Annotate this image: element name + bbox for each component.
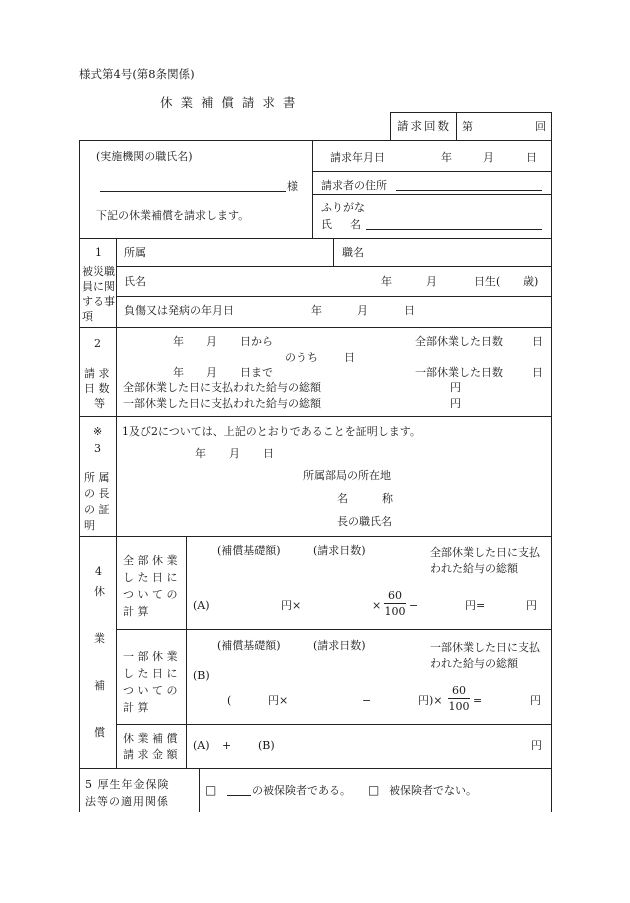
table-left-border <box>79 140 80 812</box>
total-yen: 円 <box>531 739 542 752</box>
of-which: のうち <box>285 351 318 364</box>
claim-date-month: 月 <box>483 151 494 164</box>
dept-name-label-1: 名 <box>337 492 348 505</box>
full-fraction: 60 100 <box>384 589 406 618</box>
employee-name-label: 氏名 <box>124 275 146 288</box>
insured-checkbox[interactable]: □ <box>205 783 217 797</box>
partial-yen-times: 円× <box>268 694 289 707</box>
of-which-day: 日 <box>344 351 355 364</box>
full-days-calc-label: (請求日数) <box>313 544 366 557</box>
partial-pay-calc-label: 一部休業した日に支払 われた給与の総額 <box>430 641 540 670</box>
full-days-label: 全部休業した日数 <box>415 335 503 348</box>
not-insured-text: 被保険者でない。 <box>389 784 477 797</box>
section1-number: 1 <box>95 246 102 259</box>
partial-yen-close-times: 円)× <box>418 694 443 707</box>
partial-days-label: 一部休業した日数 <box>415 366 503 379</box>
full-pay-label: 全部休業した日に支払われた給与の総額 <box>123 381 321 394</box>
to-month: 月 <box>206 366 217 379</box>
claimant-name-line <box>366 229 542 230</box>
total-formula-b: (B) <box>258 739 275 752</box>
section4-heading-char: 補 <box>94 679 105 692</box>
table-right-border <box>551 140 552 812</box>
claim-date-year: 年 <box>441 151 452 164</box>
partial-yen: 円 <box>530 694 541 707</box>
agency-official-label: (実施機関の職氏名) <box>96 150 193 163</box>
claim-date-day: 日 <box>526 151 537 164</box>
sama-label: 様 <box>287 180 298 193</box>
age-close: 歳) <box>523 275 539 288</box>
full-calc-label: 全 部 休 業 し た 日 に つ い て の 計 算 <box>123 554 178 618</box>
form-title: 休 業 補 償 請 求 書 <box>160 95 298 110</box>
address-label: 請求者の住所 <box>321 179 387 192</box>
full-times: × <box>372 599 382 612</box>
injury-date-label: 負傷又は発病の年月日 <box>124 304 234 317</box>
section4-heading-char: 業 <box>94 632 105 645</box>
partial-days-unit: 日 <box>532 366 543 379</box>
furigana-label: ふりがな <box>321 201 365 214</box>
partial-days-calc-label: (請求日数) <box>313 639 366 652</box>
partial-fraction: 60 100 <box>448 684 470 713</box>
full-yen-eq: 円= <box>465 599 486 612</box>
position-label: 職名 <box>342 246 364 259</box>
section5-heading: 5 厚生年金保険 法等の適用関係 <box>85 778 170 808</box>
not-insured-checkbox[interactable]: □ <box>368 783 380 797</box>
full-minus: − <box>409 599 419 612</box>
cert-year: 年 <box>195 447 206 460</box>
full-pay-calc-label: 全部休業した日に支払 われた給与の総額 <box>430 546 540 575</box>
partial-pay-label: 一部休業した日に支払われた給与の総額 <box>123 397 321 410</box>
full-days-unit: 日 <box>532 335 543 348</box>
section3-heading: 所 属 の 長 の 証 明 <box>84 471 110 532</box>
dept-location-label: 所属部局の所在地 <box>303 469 391 482</box>
full-yen: 円 <box>526 599 537 612</box>
mark-a: (A) <box>193 599 210 612</box>
address-line <box>396 190 542 191</box>
claim-count-suffix: 回 <box>535 120 546 133</box>
full-yen-times: 円× <box>281 599 302 612</box>
section1-heading: 被災職 員に関 する事 項 <box>82 265 115 323</box>
table-top-border <box>79 140 551 141</box>
certification-text: 1及び2については、上記のとおりであることを証明します。 <box>122 425 421 438</box>
name-label-1: 氏 <box>321 218 332 231</box>
insured-text: の被保険者である。 <box>252 784 351 797</box>
claim-count-prefix: 第 <box>462 120 473 133</box>
from-year: 年 <box>173 335 184 348</box>
form-number: 様式第4号(第8条関係) <box>79 67 195 81</box>
full-pay-unit: 円 <box>450 381 461 394</box>
section4-heading-char: 償 <box>94 726 105 739</box>
insurance-type-line <box>227 795 251 796</box>
claim-count-label: 請求回数 <box>397 119 451 133</box>
partial-eq: = <box>473 694 483 707</box>
section2-heading: 請 求 日 数 等 <box>84 367 110 410</box>
to-suffix: 日まで <box>240 366 273 379</box>
mark-b: (B) <box>193 669 210 682</box>
dept-head-label: 長の職氏名 <box>337 515 392 528</box>
section4-heading-char: 休 <box>94 585 105 598</box>
to-year: 年 <box>173 366 184 379</box>
section3-number: 3 <box>94 442 101 455</box>
birth-month: 月 <box>426 275 437 288</box>
request-text: 下記の休業補償を請求します。 <box>96 209 250 222</box>
partial-minus: − <box>362 694 372 707</box>
total-formula-a: (A) <box>193 739 210 752</box>
section3-mark: ※ <box>93 425 103 438</box>
birth-year: 年 <box>381 275 392 288</box>
partial-calc-label: 一 部 休 業 し た 日 に つ い て の 計 算 <box>123 650 178 714</box>
injury-year: 年 <box>311 304 322 317</box>
injury-month: 月 <box>357 304 368 317</box>
dept-name-label-2: 称 <box>382 492 393 505</box>
total-plus: + <box>222 739 232 752</box>
agency-official-line <box>100 191 286 192</box>
birth-day: 日生( <box>474 275 501 288</box>
affiliation-label: 所属 <box>124 246 146 259</box>
partial-open-paren: ( <box>227 694 232 707</box>
partial-basis-label: (補償基礎額) <box>217 639 281 652</box>
partial-pay-unit: 円 <box>450 397 461 410</box>
section4-number: 4 <box>95 565 102 578</box>
cert-month: 月 <box>229 447 240 460</box>
total-amount-label: 休 業 補 償 請 求 金 額 <box>123 732 178 761</box>
section2-number: 2 <box>94 337 101 350</box>
cert-day: 日 <box>263 447 274 460</box>
name-label-2: 名 <box>350 218 361 231</box>
injury-day: 日 <box>404 304 415 317</box>
from-suffix: 日から <box>240 335 273 348</box>
from-month: 月 <box>206 335 217 348</box>
full-basis-label: (補償基礎額) <box>217 544 281 557</box>
claim-date-label: 請求年月日 <box>330 151 385 164</box>
